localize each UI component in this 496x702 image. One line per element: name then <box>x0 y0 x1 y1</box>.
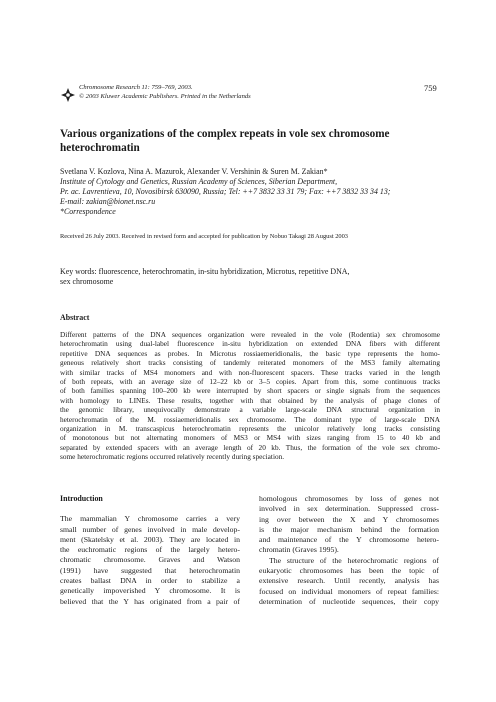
abstract-line: of both families spanning 100–200 kb were interrupted by short spacers or single signals from the sequences <box>60 386 440 396</box>
abstract-line: Different patterns of the DNA sequences organization were revealed in the vole (Rodentia) sex chromosome <box>60 330 440 339</box>
introduction-heading: Introduction <box>60 494 103 503</box>
abstract-line: some heterochromatic regions occurred relatively recently during speciation. <box>60 452 285 462</box>
keywords <box>60 267 444 288</box>
author-names: Svetlana V. Kozlova, Nina A. Mazurok, Alexander V. Vershinin & Suren M. Zakian* <box>60 167 328 176</box>
page-number: 759 <box>424 83 437 93</box>
author-email: E-mail: zakian@bionet.nsc.ru <box>60 197 156 207</box>
body-line: the euchromatic regions of the largely hetero- <box>60 545 240 555</box>
body-line: genetically impoverished Y chromosome. It is <box>60 586 240 596</box>
body-line: ment (Skatelsky et al. 2003). They are located in <box>60 534 240 544</box>
body-column-right <box>259 494 439 607</box>
title-line: Various organizations of the complex repeats in vole sex chromosome <box>60 128 390 140</box>
body-line: ing over between the X and Y chromosomes <box>259 514 439 524</box>
received-dates: Received 26 July 2003. Received in revised form and accepted for publication by Nobuo Takagi 28 August 2003 <box>60 233 349 240</box>
correspondence-note: *Correspondence <box>60 207 116 217</box>
body-line: eukaryotic chromosomes has been the topic of <box>259 566 439 576</box>
affiliation: Institute of Cytology and Genetics, Russian Academy of Sciences, Siberian Department, <box>60 177 338 187</box>
abstract-line: repetitive DNA sequences as probes. In Microtus rossiaemeridionalis, the basic type represents the homo- <box>60 348 440 358</box>
abstract-body <box>60 330 440 462</box>
body-line: chromatic chromosome. Graves and Watson <box>60 555 240 565</box>
body-line: homologous chromosomes by loss of genes not <box>259 494 439 503</box>
body-line: believed that the Y has originated from a pair of <box>60 596 240 606</box>
abstract-line: the genomic library, unequivocally demonstrate a variable large-scale DNA structural organization in <box>60 405 440 415</box>
abstract-line: separated by extended spacers with an average length of 20 kb. Thus, the formation of the vole sex chromo- <box>60 442 440 452</box>
abstract-line: of both repeats, with an average size of 12–22 kb or 3–5 copies. Apart from this, some continuous tracks <box>60 377 440 387</box>
body-line: creates ballast DNA in order to stabilize a <box>60 576 240 586</box>
running-header <box>61 84 441 101</box>
body-line: chromatin (Graves 1995). <box>259 545 339 555</box>
body-line: and maintenance of the Y chromosome hetero- <box>259 535 439 545</box>
keywords-line: Key words: fluorescence, heterochromatin, in-situ hybridization, Microtus, repetitive DNA, <box>60 267 350 276</box>
abstract-line: with similar tracks of MS4 monomers and with non-fluorescent spacers. These tracks varied in the length <box>60 367 440 377</box>
body-line: focused on individual monomers of repeat families: <box>259 586 439 596</box>
abstract-heading: Abstract <box>60 313 90 322</box>
body-line: The mammalian Y chromosome carries a very <box>60 514 240 524</box>
body-line: extensive research. Until recently, analysis has <box>259 576 439 586</box>
keywords-line: sex chromosome <box>60 277 114 287</box>
body-line: determination of nucleotide sequences, their copy <box>259 596 439 606</box>
journal-citation: Chromosome Research 11: 759–769, 2003. <box>79 84 193 91</box>
title-line: heterochromatin <box>60 142 140 154</box>
body-line: is the major mechanism behind the formation <box>259 524 439 534</box>
abstract-line: heterochromatin using dual-label fluorescence in-situ hybridization on extended DNA fibers with different <box>60 339 440 349</box>
copyright-notice: © 2003 Kluwer Academic Publishers. Printed in the Netherlands <box>79 92 251 100</box>
abstract-line: with homology to LINEs. These results, together with that obtained by the analysis of phage clones of <box>60 395 440 405</box>
body-line: (1991) have suggested that heterochromatin <box>60 565 240 575</box>
abstract-line: organization in M. transcaspicus heterochromatin represents the unicolor relatively long tracks consisting <box>60 424 440 434</box>
abstract-line: of monotonous but not alternating monomers of MS3 or MS4 with sizes ranging from 15 to 40 kb and <box>60 433 440 443</box>
article-title <box>60 127 440 155</box>
author-block <box>60 167 444 217</box>
body-line: small number of genes involved in male develop- <box>60 524 240 534</box>
body-line: involved in sex determination. Suppressed cross- <box>259 504 439 514</box>
body-line: The structure of the heterochromatic regions of <box>269 555 439 565</box>
body-column-left <box>60 494 240 607</box>
abstract-line: heterochromatin of the M. rossiaemeridionalis sex chromosome. The dominant type of large-scale DNA <box>60 414 440 424</box>
publisher-logo-icon <box>61 88 75 102</box>
affiliation-address: Pr. ac. Lavrentieva, 10, Novosibirsk 630090, Russia; Tel: ++7 3832 33 31 79; Fax: ++7 3832 33 34 13; <box>60 187 391 197</box>
abstract-line: geneous relatively short tracks consisting of tandemly reiterated monomers of the MS3 family alternating <box>60 358 440 368</box>
